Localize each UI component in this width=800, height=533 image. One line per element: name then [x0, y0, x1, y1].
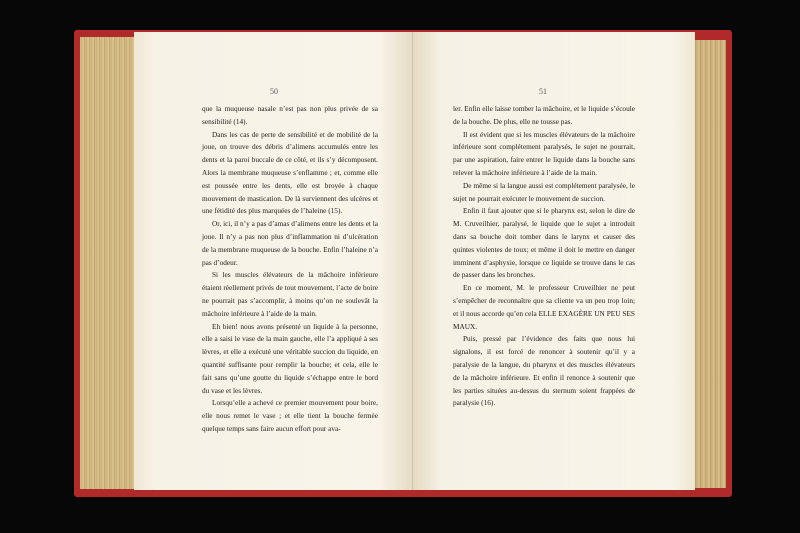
right-page: [413, 32, 695, 490]
page-number: 51: [539, 87, 547, 96]
paragraph: Lorsqu’elle a achevé ce premier mouvement pour boire, elle nous remet le vase ; et elle tient la bouche fermée quelque temps sans faire aucun effort pour ava-: [202, 398, 378, 433]
paragraph: Eh bien! nous avons présenté un liquide à la personne, elle a saisi le vase de la main gauche, elle l’a appliqué à ses lèvres, et elle a exécuté une véritable succion du liquide, en quantité suffisante pour remplir la bouche; et cela, elle le fait sans qu’une goutte du liquide s’échappe entre le bord du vase et les lèvres.: [202, 321, 378, 395]
paragraph: Or, ici, il n’y a pas d’amas d’alimens entre les dents et la joue. Il n’y a pas non plus d’inflammation ni d’ulcération de la membrane muqueuse de la bouche. Enfin l’haleine n’a pas d’odeur.: [202, 219, 378, 267]
left-page: [134, 32, 413, 490]
page-edges-left: [80, 37, 138, 489]
page-text: [453, 103, 635, 410]
paragraph: Si les muscles élévateurs de la mâchoire inférieure étaient réellement privés de tout mouvement, l’acte de boire ne pourrait pas s’accomplir, à moins qu’on ne soulevât la mâchoire inférieure à l’aide de la main.: [202, 270, 378, 318]
paragraph: Dans les cas de perte de sensibilité et de mobilité de la joue, on trouve des débris d’alimens accumulés entre les dents et la paroi buccale de ce côté, et ils s’y décomposent. Alors la membrane muqueuse s’enflamme ; et, comme elle est poussée entre les dents, elle est broyée à chaque mouvement de mastication. De là surviennent des ulcères et une fétidité des plus marquées de l’haleine (15).: [202, 129, 378, 216]
page-edges-right: [692, 40, 726, 488]
paragraph: Enfin il faut ajouter que si le pharynx est, selon le dire de M. Cruveilhier, paralysé, le liquide que le sujet a introduit dans sa bouche doit tomber dans le larynx et causer des quintes violentes de toux; et même il doit le mettre en danger imminent d’asphyxie, lorsque ce liquide se trouve dans le cas de passer dans les bronches.: [453, 206, 635, 280]
paragraph: En ce moment, M. le professeur Cruveilhier ne peut s’empêcher de reconnaître que sa cliente va un peu trop loin; et il nous accorde qu’en cela ELLE EXAGÈRE UN PEU SES MAUX.: [453, 283, 635, 331]
paragraph: que la muqueuse nasale n’est pas non plus privée de sa sensibilité (14).: [202, 104, 378, 126]
paragraph: Il est évident que si les muscles élévateurs de la mâchoire inférieure sont complétement paralysés, le sujet ne pourrait, par une aspiration, faire entrer le liquide dans la bouche sans relever la mâchoire inférieure à l’aide de la main.: [453, 129, 635, 177]
paragraph: Puis, pressé par l’évidence des faits que nous lui signalons, il est forcé de renoncer à soutenir qu’il y a paralysie de la langue, du pharynx et des muscles élévateurs de la mâchoire inférieure. Et enfin il renonce à soutenir que les parties situées au-dessus du sternum soient frappées de paralysie (16).: [453, 334, 635, 408]
paragraph: ler. Enfin elle laisse tomber la mâchoire, et le liquide s’écoule de la bouche. De plus, elle ne tousse pas.: [453, 104, 635, 126]
paragraph: De même si la langue aussi est complétement paralysée, le sujet ne pourrait exécuter le mouvement de succion.: [453, 180, 635, 203]
page-number: 50: [270, 87, 278, 96]
page-text: [202, 103, 378, 436]
